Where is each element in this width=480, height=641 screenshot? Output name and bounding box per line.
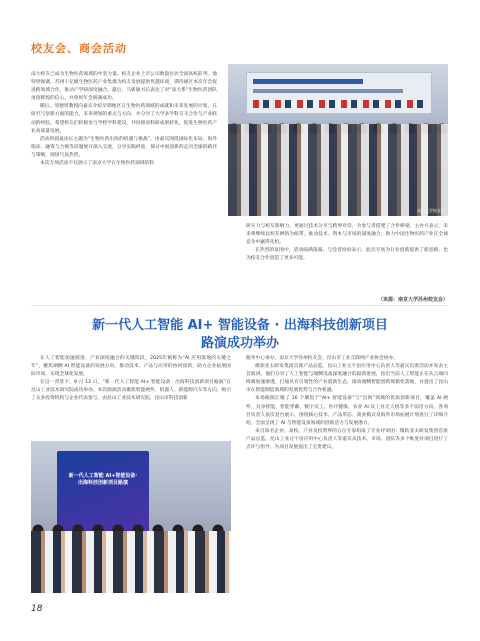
event-banner <box>246 72 432 114</box>
divider <box>31 305 448 306</box>
article1-paragraph: 南大校友已成为生物医药领域的中坚力量。校友企业上市公司数量位居全国高校前列。他特别强调，苏州干亿级生物医药产业集群为校友发展提供优越环境，期待通过本次年会促进跨领域合作，推动产学研深度融合。最后，马新敏书长表达了对“南大系”生物医药团队再创辉煌的信心，并预祝年会圆满成功。 <box>31 72 217 102</box>
article2-title-line1: 新一代人工智能 AI+ 智能设备 · 出海科技创新项目 <box>92 318 388 333</box>
article1-paragraph: 在热烈的氛围中，活动圆满落幕。与会者纷纷表示，此次专场为行业创新提供了新思路，也为校友合作创造了更多可能。 <box>246 248 448 262</box>
article1-paragraph: 本次专场活动不仅展示了南京大学在生物医药领域的科 <box>40 161 155 167</box>
article1-left-column <box>31 71 217 168</box>
article2-title-line2: 路演成功举办 <box>200 336 279 351</box>
article2-paragraph: 来自知名企业、高校、产业及投资界的五位专家组成了专业评审团：微软亚太研发集团首席产品总监、昆山工业元宇宙应用中心负责人等嘉宾从技术、市场、团队等多个维度对项目进行了点评与指导，为项目发展提出了宝贵建议。 <box>246 428 448 451</box>
article1-paragraph: 随后，邻德贤教授向嘉宾介绍早期地区在生物医药领域的成就和未来发展的计划，在研究与创新方面的能力，未来规划的重点与方向，并分享了大学多学科交叉合作与产业联动的经验。希望校友们积极参与学校学科建设，共同推动科研成果转化，促进生物医药产业高质量发展。 <box>31 104 217 134</box>
stage-screen-text: 新一代人工智能 AI+智能设备·出海科技创新项目路演 <box>68 473 138 486</box>
article2-photo <box>31 441 231 593</box>
article2-paragraph: 微软亚太研发集团首席产品总监、昆山工业元宇宙应用中心负责人等嘉宾出席活动并发表主旨演讲。他们分享了人工智能与端侧设备深度融合的最新进展，指出当前人工智能正在从云端向终端加速渗透，打通具有引领性的产业创新生态，推动端侧智能创新规模化落地，并提出了昆山市在智能制造领域的发展优势与合作机遇。 <box>246 364 448 394</box>
article1-right-column <box>246 223 448 263</box>
article1-attribution: （来源：南京大学苏州校友会） <box>377 297 448 303</box>
article2-paragraph: 本场路演汇聚了 16 个聚焦于“AI+ 智能设备”与“出海”领域的优质创新项目，覆盖 AI 硬件、具身智能、智能穿戴、数字员工、医疗健康、农业 AI 及工业无人机等多个前沿方向。各项目负责人依次登台展示，围绕核心技术、产品形态、商业模式及海外市场拓展计划进行了详细介绍，全面呈现了 AI 与智能设备领域的创新活力与发展潜力。 <box>246 396 448 426</box>
article2-paragraph: 服务中心承办，南京大学苏州校友会、昆山市工业互联网产业协会协办。 <box>246 356 399 361</box>
article1-paragraph: 研实力与校友影响力，更通过技术分享与跨界对话，为参与者搭建了合作桥梁。主办方表示，未来将继续以校友网络为纽带，推动技术、资本与市场的深度融合，助力中国生物医药产业在全球竞争中赢得先机。 <box>246 224 448 246</box>
article1-paragraph: 活动的圆桌论坛主题为“生物医药出海的机遇与挑战”，由嘉宾围绕国际化布局、海外临床、融资与合规等话题展开深入交流，分享实践经验，探讨中国创新药走向全球的路径与策略，现场气氛热烈。 <box>31 136 217 158</box>
article2-paragraph: 在这一背景下，9 月 12 日，“新一代人工智能 AI+ 智能设备 · 出海科技创新项目路演”在昆山工业技术研究院成功举办。本次路演活动聚焦智能硬件、机器人、新能源汽车等方向，吸引了众多投资机构与企业代表参与，由昆山工业技术研究院、昆山市科技创新 <box>31 380 231 402</box>
article2-left-column <box>31 355 231 404</box>
article1-photo <box>228 64 448 216</box>
article2-paragraph: 在人工智能加速演进、产业深度融合的关键阶段，2025年被称为“AI 应用落地的关键之年”，聚焦端侧 AI 智能设备的发展方向，推动技术、产品与应用的协同创新，助力企业拓展国际市场，实现全球化发展。 <box>31 356 231 378</box>
section-title: 校友会、商会活动 <box>31 42 127 55</box>
page-number: 18 <box>31 604 43 614</box>
article2-right-column <box>246 355 448 452</box>
photo-caption: 南京大学校友会 <box>417 208 445 213</box>
